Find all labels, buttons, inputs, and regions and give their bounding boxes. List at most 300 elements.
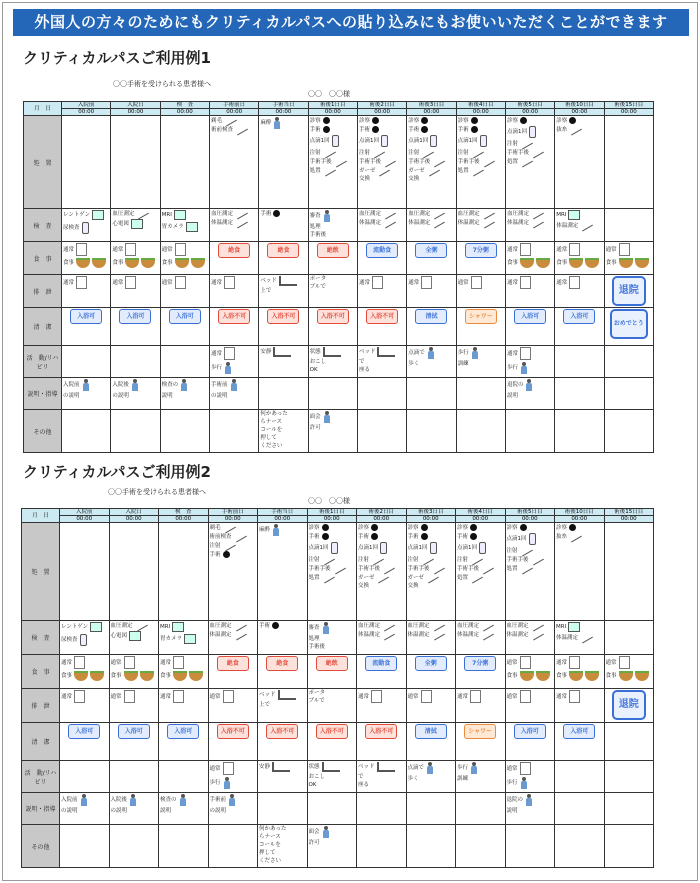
cell-item <box>63 393 109 399</box>
day-header: 手術当日 <box>259 102 308 109</box>
cell-text: 審査 <box>309 213 321 219</box>
day-header: 術後5日目 <box>505 102 554 109</box>
cell-text: 注射 <box>407 556 419 563</box>
schedule-cell <box>555 275 604 308</box>
illustration-icon <box>82 222 89 234</box>
cell-item <box>260 435 306 441</box>
illustration-icon <box>175 258 189 268</box>
illustration-icon <box>530 553 544 565</box>
meal-icon <box>585 671 599 681</box>
schedule-cell <box>555 346 604 378</box>
cell-text: 血圧測定 <box>110 622 133 629</box>
cell-text: 通常 <box>605 659 617 666</box>
illustration-icon <box>332 135 339 147</box>
row-label-setsumei: 説明・指導 <box>24 378 62 410</box>
schedule-cell <box>406 523 456 621</box>
cell-item <box>556 524 603 531</box>
schedule-cell <box>308 346 357 378</box>
schedule-cell <box>505 523 555 621</box>
cell-item <box>408 276 454 289</box>
schedule-cell <box>159 793 209 825</box>
cell-text: 手術前 <box>209 797 227 803</box>
cell-text: 食事 <box>506 260 518 266</box>
meal-icon <box>635 258 649 268</box>
schedule-cell <box>308 242 357 275</box>
cell-item <box>556 671 603 681</box>
schedule-cell <box>60 621 110 655</box>
schedule-cell <box>258 723 308 761</box>
cell-text: 歩行 <box>209 780 221 786</box>
cell-item <box>162 276 208 289</box>
time-header: 00:00 <box>456 109 505 116</box>
cell-item <box>160 634 207 644</box>
illustration-icon <box>569 671 583 681</box>
schedule-cell <box>258 689 308 723</box>
cell-item <box>111 656 158 669</box>
cell-text: ポータ <box>309 276 327 282</box>
illustration-icon <box>525 794 533 806</box>
cell-text: 説明 <box>161 393 173 399</box>
cell-text: 体温測定 <box>358 631 381 638</box>
cell-text: 注射 <box>358 556 370 563</box>
illustration-icon <box>322 622 330 634</box>
schedule-cell <box>505 378 554 410</box>
cell-text: 診察 <box>309 117 321 124</box>
cell-item <box>111 622 158 629</box>
illustration-icon <box>131 379 139 391</box>
cell-item <box>259 842 306 848</box>
cell-item <box>310 224 356 230</box>
cell-text: 座る <box>358 367 370 373</box>
cell-item <box>358 583 405 589</box>
schedule-cell <box>209 308 258 346</box>
schedule-cell <box>258 793 308 825</box>
cell-item <box>160 808 207 814</box>
schedule-cell <box>357 523 407 621</box>
cell-item <box>507 117 553 124</box>
illustration-icon <box>80 794 88 806</box>
cell-item <box>507 258 553 268</box>
schedule-cell <box>357 308 406 346</box>
cell-item <box>408 762 455 774</box>
day-header: 術後2日目 <box>357 509 407 516</box>
cell-item <box>457 690 504 703</box>
cell-item <box>458 158 504 165</box>
time-header: 00:00 <box>160 109 209 116</box>
time-header: 00:00 <box>308 109 357 116</box>
cell-text: 状態 <box>308 764 320 770</box>
cell-item <box>259 690 306 700</box>
cell-item <box>359 176 405 182</box>
cell-text: 歩行 <box>506 365 518 371</box>
schedule-cell <box>505 242 554 275</box>
schedule-cell <box>308 410 357 453</box>
schedule-cell <box>357 621 407 655</box>
illustration-icon <box>222 539 236 551</box>
status-badge: 入浴不可 <box>365 724 397 739</box>
day-header: 術後2日目 <box>357 102 406 109</box>
cell-item <box>408 533 455 540</box>
illustration-icon <box>222 523 236 534</box>
schedule-cell <box>160 346 209 378</box>
cell-text: 退院の <box>506 797 524 803</box>
cell-text: 体温測定 <box>506 219 529 226</box>
status-badge: シャワー <box>464 724 496 739</box>
cell-item <box>408 542 455 554</box>
example-1-subtitle: 〇〇手術を受けられる患者様へ <box>113 80 211 88</box>
schedule-cell <box>357 761 407 793</box>
cell-text: らナース <box>260 419 283 425</box>
cell-item <box>358 574 405 581</box>
illustration-icon <box>430 542 437 554</box>
cell-text: OK <box>308 782 317 788</box>
cell-item <box>211 379 257 391</box>
cell-item <box>260 288 306 294</box>
schedule-cell <box>308 275 357 308</box>
illustration-icon <box>74 671 88 681</box>
schedule-cell <box>62 209 111 242</box>
cell-text: 面会 <box>309 414 321 420</box>
cell-item <box>210 524 257 531</box>
cell-text: 麻酔 <box>259 527 271 533</box>
schedule-cell <box>258 523 308 621</box>
illustration-icon <box>481 155 495 167</box>
cell-text: 点滴1回 <box>457 545 477 551</box>
schedule-cell <box>456 523 506 621</box>
cell-text: 食事 <box>161 260 173 266</box>
cell-item <box>160 794 207 806</box>
schedule-cell <box>308 209 357 242</box>
cell-text: 検査の <box>160 797 177 803</box>
cell-item <box>260 347 306 357</box>
cell-item <box>408 776 455 782</box>
day-header: 術後4日目 <box>456 102 505 109</box>
time-header: 00:00 <box>111 109 160 116</box>
cell-text: 説明 <box>506 393 518 399</box>
cell-item <box>457 574 504 581</box>
cell-text: で <box>358 359 365 365</box>
cell-item <box>310 158 356 165</box>
time-header: 00:00 <box>555 109 604 116</box>
cell-item <box>309 556 356 563</box>
cell-text: おこし <box>309 359 327 365</box>
cell-item <box>556 656 603 669</box>
schedule-cell <box>307 689 357 723</box>
meal-icon <box>92 258 106 268</box>
cell-text: 剃毛 <box>210 117 222 124</box>
illustration-icon <box>223 116 237 127</box>
schedule-cell <box>456 621 506 655</box>
day-header: 術後1日目 <box>307 509 357 516</box>
schedule-cell <box>604 410 653 453</box>
illustration-icon <box>471 126 478 133</box>
illustration-icon <box>520 243 531 256</box>
schedule-cell <box>62 242 111 275</box>
schedule-cell <box>208 621 258 655</box>
illustration-icon <box>322 524 329 531</box>
cell-item <box>507 671 554 681</box>
schedule-cell <box>555 825 605 868</box>
schedule-cell <box>60 655 110 689</box>
illustration-icon <box>124 671 138 681</box>
day-header: 術後5日目 <box>505 509 555 516</box>
cell-text: MRI <box>556 624 567 630</box>
cell-item <box>359 347 405 357</box>
illustration-icon <box>568 123 582 135</box>
illustration-icon <box>92 210 104 220</box>
status-badge: 入浴可 <box>118 724 150 739</box>
schedule-cell <box>456 209 505 242</box>
schedule-cell <box>208 793 258 825</box>
cell-text: MRI <box>556 212 567 218</box>
cell-text: 通常 <box>457 693 469 700</box>
schedule-cell <box>357 825 407 868</box>
cell-text: 通常 <box>407 693 419 700</box>
cell-item <box>260 210 306 217</box>
cell-text: 通常 <box>210 279 222 286</box>
illustration-icon <box>323 126 330 133</box>
illustration-icon <box>76 276 87 289</box>
time-header: 00:00 <box>159 516 209 523</box>
cell-text: 通常 <box>112 246 124 253</box>
illustration-icon <box>471 276 482 289</box>
illustration-icon <box>230 379 238 391</box>
schedule-cell <box>109 655 159 689</box>
schedule-cell <box>555 793 605 825</box>
cell-text: コールを <box>259 842 281 848</box>
cell-text: 食事 <box>556 673 568 679</box>
cell-text: 注射 <box>457 556 469 563</box>
cell-item <box>112 210 158 217</box>
schedule-cell <box>258 655 308 689</box>
illustration-icon <box>175 243 186 256</box>
illustration-icon <box>569 690 580 703</box>
schedule-cell <box>258 761 308 793</box>
illustration-icon <box>375 571 389 583</box>
schedule-cell <box>555 116 604 209</box>
cell-text: 通常 <box>506 693 518 700</box>
cell-text: 状態 <box>309 349 321 355</box>
cell-text: 心電図 <box>112 221 129 227</box>
time-header: 00:00 <box>505 516 555 523</box>
cell-text: 血圧測定 <box>506 622 529 629</box>
illustration-icon <box>525 379 533 391</box>
schedule-cell <box>111 378 160 410</box>
cell-text: 体温測定 <box>209 631 232 638</box>
illustration-icon <box>272 622 279 629</box>
cell-item <box>63 258 109 268</box>
cell-item <box>162 379 208 391</box>
schedule-cell <box>555 689 605 723</box>
schedule-cell <box>208 689 258 723</box>
cell-item <box>556 243 602 256</box>
cell-item <box>259 762 306 772</box>
cell-text: 通常 <box>61 693 73 700</box>
cell-text: 剃毛 <box>209 524 221 531</box>
status-badge: 絶飲 <box>316 656 348 671</box>
status-badge: 流動食 <box>365 656 397 671</box>
status-badge: 入浴可 <box>70 309 102 324</box>
schedule-cell <box>505 346 554 378</box>
cell-item <box>211 219 257 226</box>
cell-item <box>310 149 356 156</box>
schedule-cell <box>505 116 554 209</box>
schedule-cell <box>604 116 653 209</box>
time-header: 00:00 <box>505 109 554 116</box>
cell-text: 抜糸 <box>556 533 568 540</box>
cell-item <box>112 276 158 289</box>
illustration-icon <box>520 671 534 681</box>
schedule-cell <box>109 523 159 621</box>
cell-text: 点滴で <box>407 765 425 771</box>
schedule-cell <box>307 761 357 793</box>
illustration-icon <box>569 524 576 531</box>
cell-text: 注射 <box>358 149 370 156</box>
status-badge: 入浴可 <box>563 724 595 739</box>
cell-text: 注射 <box>408 149 420 156</box>
schedule-cell <box>208 655 258 689</box>
cell-item <box>210 542 257 549</box>
illustration-icon <box>520 362 528 374</box>
cell-item <box>507 524 554 531</box>
schedule-cell <box>60 723 110 761</box>
cell-text: 安静 <box>259 764 271 770</box>
schedule-cell <box>407 410 456 453</box>
cell-text: 手術 <box>358 126 370 133</box>
schedule-cell <box>604 793 654 825</box>
cell-item <box>457 524 504 531</box>
cell-text: 体温測定 <box>407 631 430 638</box>
cell-text: 診察 <box>457 524 469 531</box>
time-header: 00:00 <box>209 109 258 116</box>
cell-text: 許可 <box>309 425 321 431</box>
schedule-cell <box>406 825 456 868</box>
cell-text: ガーゼ <box>358 167 376 174</box>
cell-item <box>458 347 504 359</box>
cell-text: おこし <box>308 774 326 780</box>
illustration-icon <box>529 126 536 138</box>
schedule-cell <box>505 621 555 655</box>
cell-text: 手術手後 <box>506 149 529 156</box>
cell-text: 通常 <box>457 279 469 286</box>
cell-item <box>211 276 257 289</box>
discharge-badge: 退院 <box>612 276 646 306</box>
cell-text: 通常 <box>209 693 221 700</box>
meal-icon <box>189 671 203 681</box>
cell-text: 診察 <box>506 524 518 531</box>
cell-text: 食事 <box>556 260 568 266</box>
cell-item <box>358 774 405 780</box>
cell-text: ガーゼ <box>407 574 424 581</box>
status-badge: 入浴可 <box>563 309 595 324</box>
illustration-icon <box>172 622 184 632</box>
schedule-cell <box>604 523 654 621</box>
day-header: 術後10日目 <box>555 509 605 516</box>
schedule-cell <box>357 116 406 209</box>
example-2-title: クリティカルパスご利用例2 <box>23 463 211 481</box>
banner: 外国人の方々のためにもクリティカルパスへの貼り込みにもお使いいただくことができます <box>13 9 689 36</box>
cell-item <box>507 362 553 374</box>
illustration-icon <box>471 117 478 124</box>
schedule-cell <box>456 793 506 825</box>
cell-item <box>359 167 405 174</box>
schedule-cell <box>604 209 653 242</box>
cell-text: 体温測定 <box>457 631 480 638</box>
illustration-icon <box>520 276 531 289</box>
cell-item <box>111 671 158 681</box>
schedule-cell <box>160 242 209 275</box>
illustration-icon <box>420 553 434 565</box>
schedule-cell <box>111 346 160 378</box>
cell-item <box>457 762 504 774</box>
cell-text: 歩く <box>408 361 420 367</box>
status-badge: 清拭 <box>415 309 447 324</box>
status-badge: 流動食 <box>366 243 398 258</box>
cell-item <box>160 690 207 703</box>
cell-item <box>359 126 405 133</box>
cell-item <box>457 622 504 629</box>
illustration-icon <box>420 146 434 158</box>
illustration-icon <box>520 777 528 789</box>
cell-text: 心電図 <box>110 633 128 639</box>
schedule-cell <box>555 523 605 621</box>
cell-item <box>211 362 257 374</box>
illustration-icon <box>568 530 582 542</box>
illustration-icon <box>322 146 336 158</box>
schedule-cell <box>160 209 209 242</box>
cell-text: 手術手後 <box>457 158 480 165</box>
status-badge: 絶飲 <box>317 243 349 258</box>
row-label-kensa: 検 査 <box>24 209 62 242</box>
cell-text: 診察 <box>358 524 370 531</box>
cell-text: レントゲン <box>63 212 91 218</box>
day-header: 入院日 <box>111 102 160 109</box>
schedule-cell <box>259 308 308 346</box>
meal-icon <box>536 671 550 681</box>
cell-item <box>507 219 553 226</box>
cell-item <box>606 243 652 256</box>
cell-item <box>112 379 158 391</box>
cell-item <box>359 367 405 373</box>
illustration-icon <box>520 656 531 669</box>
cell-item <box>359 359 405 365</box>
illustration-icon <box>579 219 593 231</box>
schedule-cell <box>209 242 258 275</box>
schedule-cell <box>208 723 258 761</box>
status-badge: 全粥 <box>415 243 447 258</box>
cell-text: 説明 <box>160 808 172 814</box>
illustration-icon <box>471 347 479 359</box>
illustration-icon <box>323 347 341 357</box>
cell-item <box>309 826 356 838</box>
illustration-icon <box>480 135 487 147</box>
month-day-header: 月 日 <box>22 509 60 523</box>
illustration-icon <box>529 533 536 545</box>
illustration-icon <box>124 656 135 669</box>
cell-item <box>408 135 454 147</box>
cell-item <box>259 826 306 832</box>
cell-item <box>61 634 108 646</box>
cell-text: 手術後 <box>308 644 326 650</box>
status-badge: 7分粥 <box>464 656 496 671</box>
cell-text: 診察 <box>358 117 370 124</box>
cell-item <box>408 583 455 589</box>
schedule-cell <box>62 116 111 209</box>
schedule-cell <box>456 410 505 453</box>
illustration-icon <box>421 690 432 703</box>
cell-item <box>556 258 602 268</box>
cell-text: 手術手後 <box>408 158 431 165</box>
